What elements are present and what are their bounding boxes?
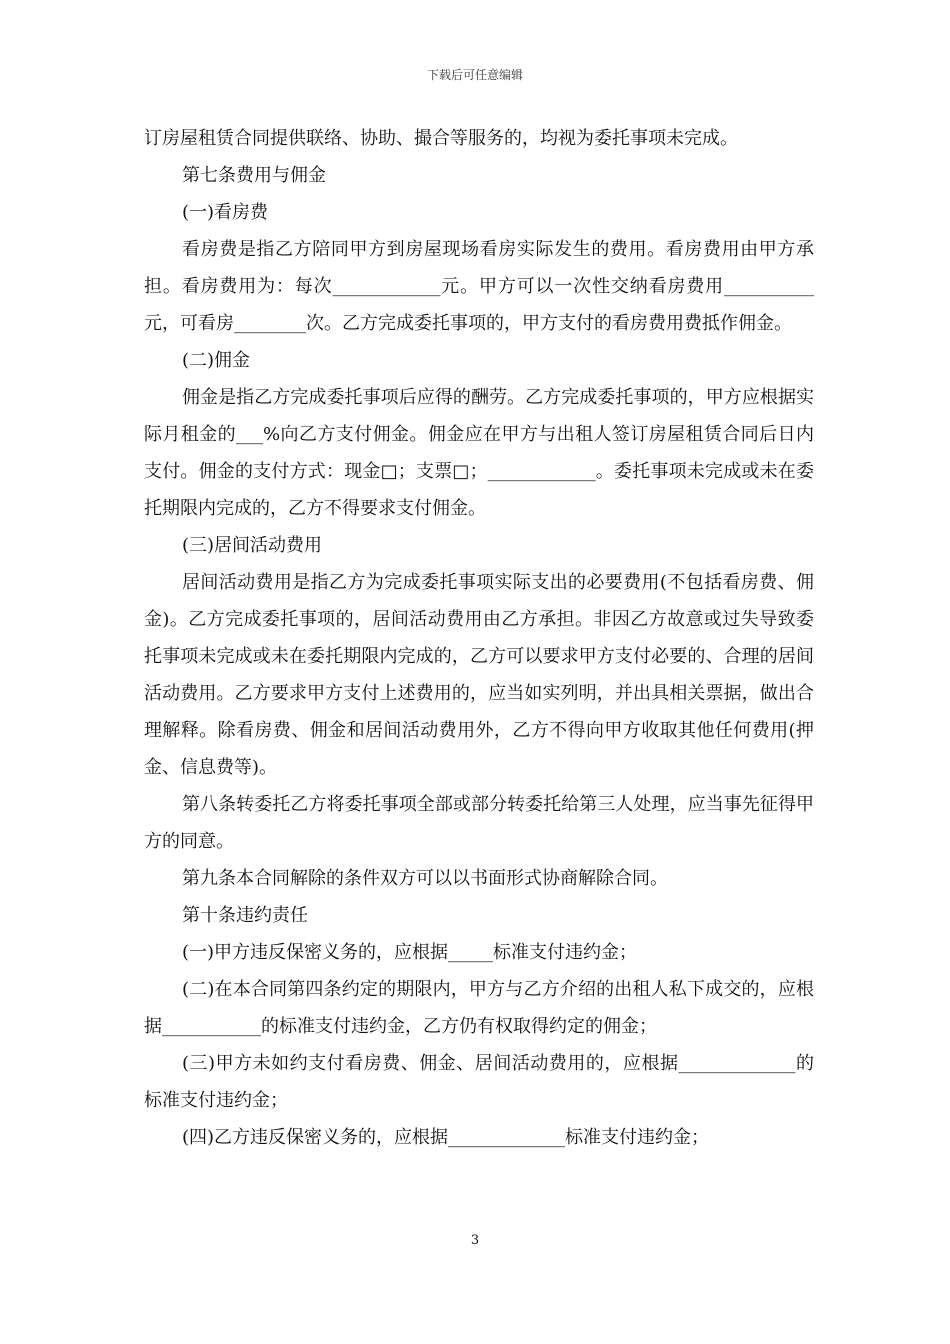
list-item: (一)甲方违反保密义务的，应根据_____标准支付违约金；	[182, 942, 638, 963]
paragraph: 第九条本合同解除的条件双方可以以书面形式协商解除合同。	[182, 868, 668, 889]
paragraph: 居间活动费用是指乙方为完成委托事项实际支出的必要费用(不包括看房费、佣金)。乙方完成委托事项的，居间活动费用由乙方承担。非因乙方故意或过失导致委托事项未完成或未在委托期限内完成的，乙方可以要求甲方支付必要的、合理的居间活动费用。乙方要求甲方支付上述费用的，应当如实列明，并出具相关票据，做出合理解释。除看房费、佣金和居间活动费用外，乙方不得向甲方收取其他任何费用(押金、信息费等)。	[144, 572, 814, 778]
list-item: (三)甲方未如约支付看房费、佣金、居间活动费用的，应根据_____________的标准支付违约金；	[144, 1053, 814, 1111]
section-heading: 第七条费用与佣金	[182, 165, 326, 186]
list-item: (二)在本合同第四条约定的期限内，甲方与乙方介绍的出租人私下成交的，应根据___________的标准支付违约金，乙方仍有权取得约定的佣金；	[144, 979, 814, 1037]
paragraph: 看房费是指乙方陪同甲方到房屋现场看房实际发生的费用。看房费用由甲方承担。看房费用为：每次____________元。甲方可以一次性交纳看房费用__________元，可看房________次。乙方完成委托事项的，甲方支付的看房费用费抵作佣金。	[144, 239, 814, 334]
document-body	[144, 120, 814, 1156]
paragraph: 佣金是指乙方完成委托事项后应得的酬劳。乙方完成委托事项的，甲方应根据实际月租金的___%向乙方支付佣金。佣金应在甲方与出租人签订房屋租赁合同后日内支付。佣金的支付方式：现金□；支票□；____________。委托事项未完成或未在委托期限内完成的，乙方不得要求支付佣金。	[144, 387, 814, 519]
page-number: 3	[470, 1233, 480, 1248]
subsection-heading: (二)佣金	[182, 350, 251, 371]
paragraph: 订房屋租赁合同提供联络、协助、撮合等服务的，均视为委托事项未完成。	[144, 128, 738, 149]
paragraph: 第八条转委托乙方将委托事项全部或部分转委托给第三人处理，应当事先征得甲方的同意。	[144, 794, 814, 852]
list-item: (四)乙方违反保密义务的，应根据_____________标准支付违约金；	[182, 1127, 710, 1148]
page-header: 下载后可任意编辑	[426, 68, 523, 82]
subsection-heading: (一)看房费	[182, 202, 269, 223]
subsection-heading: (三)居间活动费用	[182, 535, 323, 556]
section-heading: 第十条违约责任	[182, 905, 308, 926]
